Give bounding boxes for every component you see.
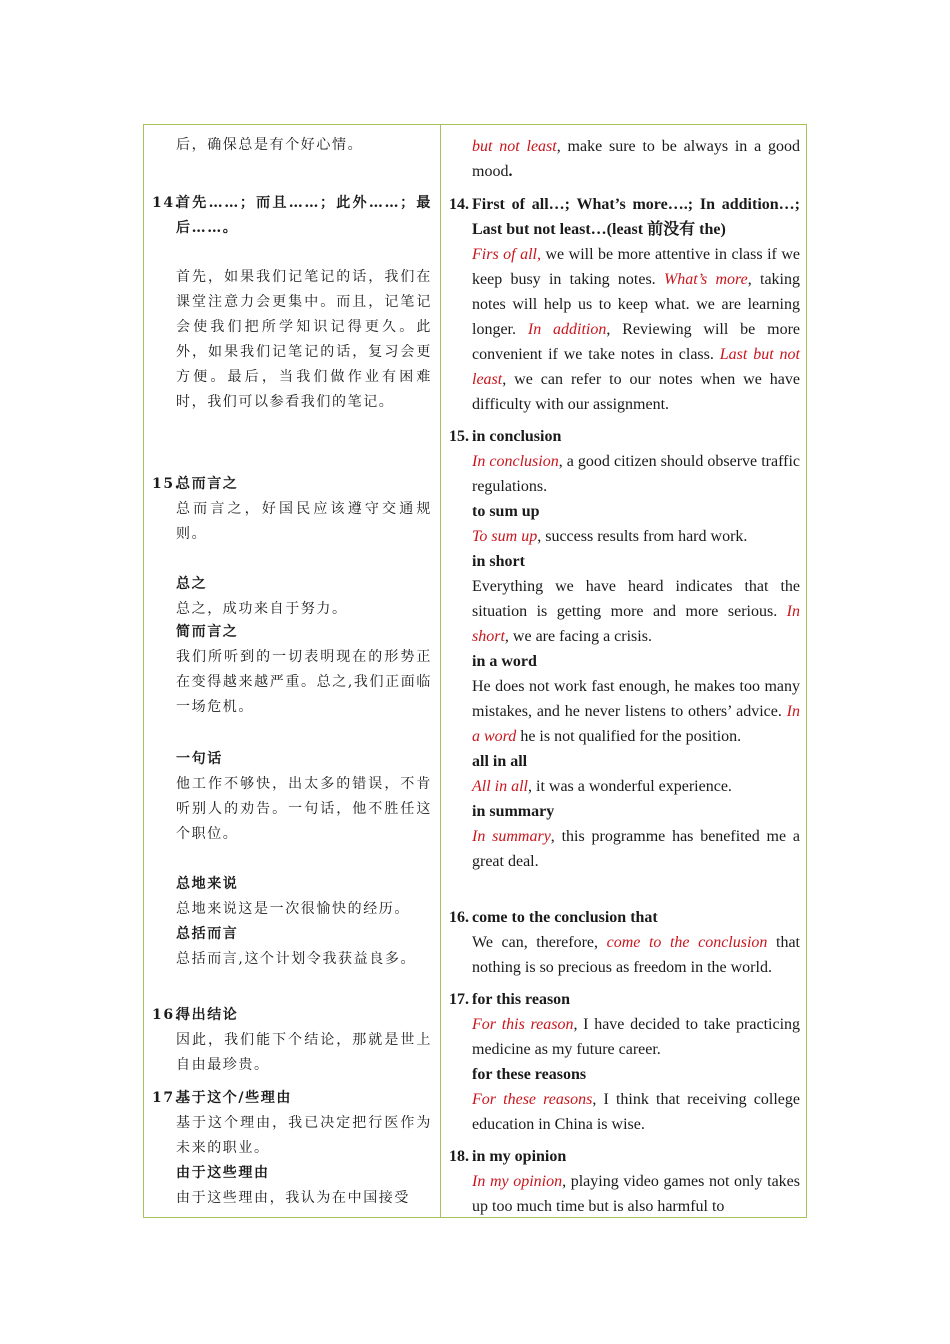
left-item-15-sub: 总之 总之，成功来自于努力。 简而言之 我们所听到的一切表明现在的形势正在变得越来越严重。总之,我们正面临一场危机。: [176, 576, 432, 715]
left-item-17: 17. 基于这个/些理由 基于这个理由，我已决定把行医作为未来的职业。 由于这些理由 由于这些理由，我认为在中国接受: [152, 1090, 432, 1206]
left-item-15: 15. 总而言之 总而言之，好国民应该遵守交通规则。: [152, 476, 432, 542]
item-heading: First of all…; What’s more….; In addition…; Last but not least…(least 前没有 the): [472, 196, 800, 238]
left-item-16: 16. 得出结论 因此，我们能下个结论，那就是世上自由最珍贵。: [152, 1007, 432, 1073]
right-item-15: 15. in conclusion In conclusion, a good citizen should observe traffic regulations. to sum up To sum up, success results from hard work. in short Everything we have heard indicates that the situation is getting more and more serious. In short, we are facing a crisis. in a word He does not work fast enough, he makes too many mistakes, and he never listens to others’ advice. In a word he is not qualified for the position. all in all All in all, it was a wonderful experience. in summary In summary, this programme has benefited me a great deal.: [449, 428, 800, 870]
right-item-14: 14. First of all…; What’s more….; In addition…; Last but not least…(least 前没有 the) Firs of all, we will be more attentive in class if we keep busy in taking notes. What’s more, taking notes will help us to keep what. we are learning longer. In addition, Reviewing will be more convenient if we take notes in class. Last but not least, we can refer to our notes when we have difficulty with our assignment.: [449, 192, 800, 417]
right-item-16: 16. come to the conclusion that We can, therefore, come to the conclusion that nothing is so precious as freedom in the world.: [449, 909, 800, 976]
right-continuation: but not least, make sure to be always in a good mood.: [472, 138, 801, 180]
item-heading: 首先……；而且……；此外……；最后……。: [176, 195, 432, 236]
left-item-14-body: 首先，如果我们记笔记的话，我们在课堂注意力会更集中。而且，记笔记会使我们把所学知识记得更久。此外，如果我们记笔记的话，复习会更方便。最后，当我们做作业有困难时，我们可以参看我们的笔记。: [176, 269, 432, 410]
english-column: [441, 125, 807, 1217]
left-item-14: 14. 首先……；而且……；此外……；最后……。: [152, 191, 432, 241]
left-item-15-word: 一句话 他工作不够快，出太多的错误，不肯听别人的劝告。一句话，他不胜任这个职位。: [176, 751, 432, 842]
right-item-17: 17. for this reason For this reason, I have decided to take practicing medicine as my future career. for these reasons For these reasons, I think that receiving college education in China is wise.: [449, 991, 801, 1133]
bilingual-table: [143, 124, 807, 1218]
chinese-column: [144, 125, 440, 1217]
left-continuation: 后，确保总是有个好心情。: [176, 137, 364, 153]
left-item-15-overall: 总地来说 总地来说这是一次很愉快的经历。 总括而言 总括而言,这个计划令我获益良多。: [176, 876, 417, 967]
right-item-18: 18. in my opinion In my opinion, playing video games not only takes up too much time but is also harmful to: [449, 1148, 800, 1215]
